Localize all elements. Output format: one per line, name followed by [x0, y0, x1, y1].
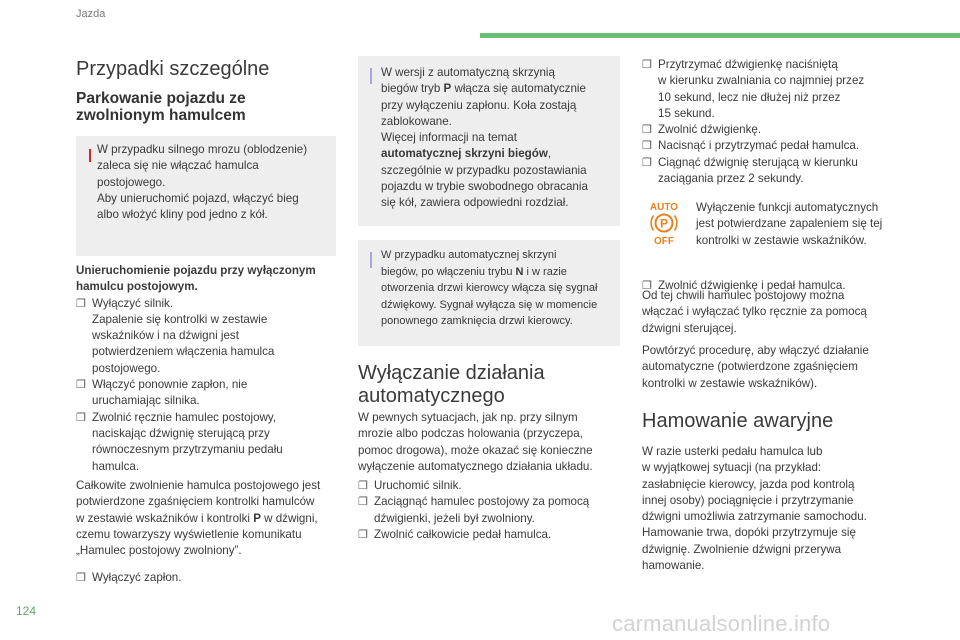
- list-item: [642, 155, 912, 188]
- paragraph-line: W razie usterki pedału hamulca lub: [642, 445, 823, 458]
- info-line: W przypadku automatycznej skrzyni: [381, 249, 557, 261]
- text-run-bold: P: [253, 511, 261, 525]
- list-item: [642, 138, 912, 154]
- checkbox-icon: ❐: [642, 140, 652, 153]
- paragraph-line: włączać i wyłączać tylko ręcznie za pomocą: [642, 305, 867, 319]
- info-text: [381, 65, 617, 212]
- paragraph-line: potwierdzone zgaśnięciem kontrolki hamulców: [76, 495, 315, 509]
- section-title-emergency-braking: Hamowanie awaryjne: [642, 410, 834, 432]
- immobilization-heading-line2: hamulcu postojowym.: [76, 280, 198, 294]
- auto-parking-brake-off-icon-graphic: [645, 200, 683, 246]
- step-text: naciskając dźwignię sterującą przy: [92, 426, 270, 440]
- info-line: zablokowane.: [381, 114, 452, 128]
- disable-auto-paragraph: [358, 410, 620, 475]
- list-item: [76, 570, 344, 586]
- step-text: Zwolnić dźwigienkę i pedał hamulca.: [658, 279, 846, 293]
- text-run-bold: automatycznej skrzyni biegów: [381, 147, 548, 161]
- header-accent-bar: [480, 33, 960, 38]
- step-text: Ciągnąć dźwignię sterującą w kierunku: [658, 155, 858, 169]
- subsection-title-line1: Parkowanie pojazdu ze: [76, 90, 246, 107]
- text-run-bold: P: [443, 82, 452, 96]
- step-text: Nacisnąć i przytrzymać pedał hamulca.: [658, 139, 860, 153]
- paragraph-line: zasłabnięcie kierowcy, jazda pod kontrolą: [642, 477, 855, 491]
- step-text: zaciągania przez 2 sekundy.: [658, 172, 804, 186]
- text-run: ,: [547, 147, 552, 161]
- auto-parking-brake-off-icon: [645, 200, 683, 246]
- text-run: i w razie: [523, 265, 567, 278]
- list-item: [642, 122, 912, 138]
- info-icon: [370, 68, 372, 84]
- step-text: w kierunku zwalniania co najmniej przez: [658, 74, 865, 88]
- step-text: Uruchomić silnik.: [374, 479, 462, 492]
- step-text: 15 sekund.: [658, 106, 715, 120]
- list-item: [76, 410, 344, 475]
- checkbox-icon: ❐: [642, 156, 652, 169]
- continued-steps: [642, 57, 912, 187]
- immobilization-section: [76, 263, 344, 475]
- step-text: Zwolnić dźwigienkę.: [658, 123, 762, 137]
- step-text: 10 sekund, lecz nie dłużej niż przez: [658, 90, 841, 104]
- paragraph-line: Hamowanie trwa, dopóki przytrzymuje się: [642, 526, 856, 540]
- checkbox-icon: ❐: [76, 379, 86, 392]
- icon-explanation: [696, 200, 922, 249]
- text-run: w dźwigni,: [260, 511, 318, 525]
- warning-line: albo włożyć kliny pod jedno z kół.: [97, 208, 268, 222]
- info-line: pojazdu w trybie swobodnego obracania: [381, 180, 588, 194]
- text-run: w zestawie wskaźników i kontrolki: [76, 511, 254, 525]
- paragraph-line: dźwigni sterującej.: [642, 321, 737, 335]
- info-line: Więcej informacji na temat: [381, 131, 517, 145]
- step-text: Zapalenie się kontrolki w zestawie: [92, 312, 268, 326]
- step-text: postojowego.: [92, 361, 161, 375]
- paragraph-line: w wyjątkowej sytuacji (na przykład:: [642, 461, 822, 475]
- release-confirmation-paragraph: [76, 478, 344, 559]
- section-title-line2: automatycznego: [358, 385, 505, 407]
- section-header: Jazda: [76, 8, 106, 20]
- icon-off-label: OFF: [654, 236, 674, 246]
- info-line: szczególnie w przypadku pozostawiania: [381, 163, 587, 177]
- info-line: W wersji z automatyczną skrzynią: [381, 66, 555, 79]
- paragraph-line: Od tej chwili hamulec postojowy można: [642, 289, 845, 302]
- paragraph-line: kontrolki w zestawie wskaźników).: [642, 376, 818, 390]
- text-run: włącza się automatycznie: [451, 82, 586, 96]
- checkbox-icon: ❐: [642, 59, 652, 71]
- text-run: biegów tryb: [381, 82, 444, 96]
- info-line: [381, 146, 617, 162]
- disable-auto-steps: [358, 478, 620, 543]
- step-text: Zwolnić ręcznie hamulec postojowy,: [92, 410, 277, 424]
- emergency-braking-paragraph: [642, 444, 912, 574]
- section-title-line1: Wyłączanie działania: [358, 362, 545, 384]
- warning-line: W przypadku silnego mrozu (oblodzenie): [97, 143, 308, 156]
- list-item: [358, 478, 620, 494]
- checkbox-icon: ❐: [358, 496, 368, 509]
- list-item: [76, 377, 344, 410]
- subsection-title: [76, 90, 246, 124]
- text-run: biegów, po włączeniu trybu: [381, 265, 516, 278]
- step-text: Włączyć ponownie zapłon, nie: [92, 378, 248, 392]
- step-text: Zwolnić całkowicie pedał hamulca.: [374, 527, 552, 541]
- checkbox-icon: ❐: [642, 280, 652, 293]
- icon-p-label: P: [659, 216, 669, 231]
- info-line: przy wyłączeniu zapłonu. Koła zostają: [381, 98, 577, 112]
- info-text: [381, 247, 617, 330]
- page-number: 124: [16, 604, 37, 618]
- paragraph-line: W pewnych sytuacjach, jak np. przy silnym: [358, 411, 578, 424]
- paragraph-line: wyłączenie automatycznego działania układu.: [358, 459, 593, 473]
- paragraph-line: pomoc drogowa), może okazać się konieczne: [358, 443, 593, 457]
- step-text: Wyłączyć zapłon.: [92, 571, 182, 584]
- paragraph-line: dźwigni umożliwia zatrzymanie samochodu.: [642, 510, 867, 524]
- info-line: ponownego zamknięcia drzwi kierowcy.: [381, 315, 573, 328]
- info-box-door-signal: [358, 240, 620, 346]
- info-icon: [370, 252, 372, 268]
- info-box-auto-gearbox: [358, 56, 620, 226]
- warning-line: zaleca się nie włączać hamulca: [97, 159, 259, 173]
- checkbox-icon: ❐: [642, 124, 652, 137]
- step-text: uruchamiając silnika.: [92, 394, 200, 408]
- warning-box: [76, 136, 336, 256]
- section-title-disable-auto: [358, 362, 545, 408]
- immobilization-heading-line1: Unieruchomienie pojazdu przy wyłączonym: [76, 264, 316, 277]
- checkbox-icon: ❐: [358, 480, 368, 492]
- icon-auto-label: AUTO: [649, 202, 679, 213]
- watermark: carmanualsonline.info: [612, 611, 831, 636]
- subsection-title-line2: zwolnionym hamulcem: [76, 107, 246, 124]
- paragraph-line: czemu towarzyszy wyświetlenie komunikatu: [76, 527, 302, 541]
- paragraph-line: dźwignię. Zwolnienie dźwigni przerywa: [642, 542, 842, 556]
- text-run-bold: N: [515, 265, 524, 278]
- paragraph-line: mrozie albo podczas holowania (przyczepa,: [358, 427, 583, 441]
- list-item: [76, 296, 344, 377]
- paragraph-line: automatyczne (potwierdzone zgaśnięciem: [642, 360, 858, 374]
- explanation-line: kontrolki w zestawie wskaźników.: [696, 233, 867, 247]
- info-line: dźwiękowy. Sygnał wyłącza się w momencie: [381, 298, 598, 311]
- list-item: [642, 57, 912, 122]
- info-line: [381, 81, 617, 97]
- paragraph-line: Całkowite zwolnienie hamulca postojowego jest: [76, 479, 321, 492]
- warning-text: [97, 142, 333, 223]
- explanation-line: jest potwierdzane zapaleniem się tej: [696, 217, 883, 231]
- list-item: [358, 494, 620, 527]
- warning-line: postojowego.: [97, 175, 166, 189]
- paragraph-line: innej osoby) pociągnięcie i przytrzymanie: [642, 493, 854, 507]
- warning-exclamation-icon: [89, 149, 91, 162]
- info-line: [381, 264, 617, 281]
- checkbox-icon: ❐: [76, 572, 86, 584]
- step-text: równoczesnym przytrzymaniu pedału: [92, 443, 283, 457]
- step-text: hamulca.: [92, 459, 140, 473]
- paragraph-line: [76, 511, 344, 527]
- step-text: potwierdzeniem włączenia hamulca: [92, 345, 275, 359]
- info-line: się kół, zawiera odpowiedni rozdział.: [381, 196, 569, 210]
- paragraph-line: hamowanie.: [642, 559, 705, 573]
- paragraph-line: Powtórzyć procedurę, aby włączyć działanie: [642, 344, 869, 357]
- info-line: otworzenia drzwi kierowcy włącza się sygnał: [381, 282, 598, 295]
- repeat-procedure-paragraph: [642, 343, 912, 392]
- paragraph-line: „Hamulec postojowy zwolniony”.: [76, 544, 242, 558]
- step-text: dźwigienki, jeżeli był zwolniony.: [374, 511, 535, 525]
- list-item: [358, 527, 620, 543]
- explanation-line: Wyłączenie funkcji automatycznych: [696, 201, 879, 214]
- step-text: Zaciągnąć hamulec postojowy za pomocą: [374, 495, 590, 509]
- checkbox-icon: ❐: [358, 528, 368, 541]
- warning-line: Aby unieruchomić pojazd, włączyć bieg: [97, 191, 299, 205]
- step-text: Przytrzymać dźwigienkę naciśniętą: [658, 58, 838, 71]
- step-text: Wyłączyć silnik.: [92, 296, 174, 310]
- manual-only-paragraph: [642, 288, 912, 337]
- checkbox-icon: ❐: [76, 297, 86, 310]
- checkbox-icon: ❐: [76, 411, 86, 424]
- page-title: Przypadki szczególne: [76, 58, 270, 80]
- step-text: wskaźników i na dźwigni jest: [92, 329, 239, 343]
